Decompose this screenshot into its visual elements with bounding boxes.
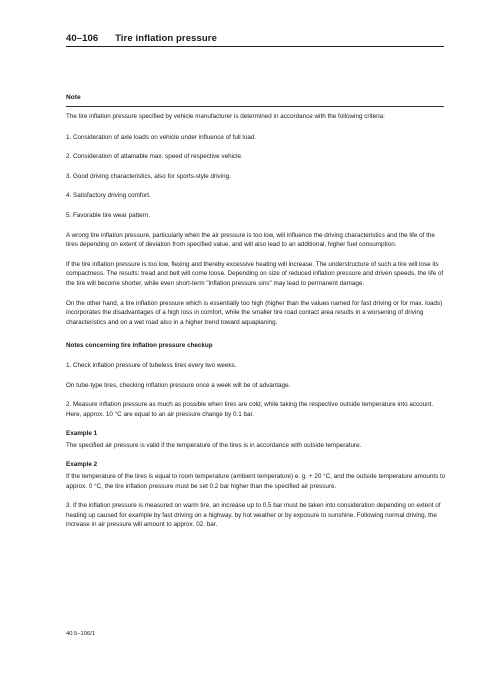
note-rule	[66, 106, 444, 107]
page-header	[66, 33, 217, 44]
intro-paragraph: The tire inflation pressure specified by vehicle manufacturer is determined in accordance with the following criteria:	[66, 113, 385, 120]
check-item-2: 2. Measure inflation pressure as much as possible when tires are cold, while taking the respective outside temperature into account. Here, approx. 10 °C are equal to an air pressure change by 0.1 bar.	[66, 401, 434, 418]
check-item-3: 3. If the inflation pressure is measured on warm tire, an increase up to 0.5 bar must be taken into consideration depending on extent of heating up caused for example by fast driving on a highway, by hot weather or by exposure to sunshine. Following normal driving, the increase in air pressure will amount to approx. 02. bar.	[66, 502, 441, 529]
example-1-text: The specified air pressure is valid if the temperature of the tires is in accordance with outside temperature.	[66, 441, 362, 449]
example-1-heading: Example 1	[66, 430, 98, 438]
note-label: Note	[66, 94, 81, 101]
high-pressure-paragraph: On the other hand, a tire inflation pressure which is essentially too high (higher than the values named for fast driving or for max. loads) incorporates the disadvantages of a high loss in comfort, while the smaller tire road contact area results in a worsening of driving characteristics and on a wet road also in a higher trend toward aquaplaning.	[66, 299, 443, 326]
header-rule	[66, 46, 444, 47]
criteria-item-2: 2. Consideration of attainable max. speed of respective vehicle.	[66, 153, 243, 161]
tube-type-paragraph: On tube-type tires, checking inflation pressure once a week will be of advantage.	[66, 381, 291, 389]
page-number: 40–106	[66, 33, 99, 44]
criteria-item-3: 3. Good driving characteristics, also for sports-style driving.	[66, 172, 231, 180]
document-body	[66, 112, 448, 530]
criteria-item-5: 5. Favorable tire wear pattern.	[66, 211, 150, 219]
example-2-text: If the temperature of the tires is equal to room temperature (ambient temperature) e. g. + 20 °C, and the outside temperature amounts to approx. 0 °C, the tire inflation pressure must be set 0.2 bar higher than the specified air pressure.	[66, 473, 446, 490]
example-2-heading: Example 2	[66, 461, 98, 469]
page-title: Tire inflation pressure	[115, 33, 217, 44]
checkup-heading: Notes concerning tire inflation pressure checkup	[66, 342, 213, 350]
criteria-item-4: 4. Satisfactory driving comfort.	[66, 192, 151, 200]
check-item-1: 1. Check inflation pressure of tubeless tires every two weeks.	[66, 361, 237, 369]
wrong-pressure-paragraph: A wrong tire inflation pressure, particularly when the air pressure is too low, will influence the driving characteristics and the life of the tires depending on extent of deviation from specified value, and will also lead to an additional, higher fuel consumption.	[66, 231, 435, 249]
low-pressure-paragraph: If the tire inflation pressure is too low, flexing and thereby excessive heating will increase. The understructure of such a tire will lose its compactness. The results: tread and belt will come loose. Depending on size of reduced inflation pressure and driven speeds, the life of the tire will become shorter, while even short-term "inflation pressure sins" may lead to permanent damage.	[66, 260, 444, 287]
criteria-item-1: 1. Consideration of axle loads on vehicle under influence of full load.	[66, 133, 257, 141]
page-footer-code: 40.5–106/1	[66, 631, 96, 637]
